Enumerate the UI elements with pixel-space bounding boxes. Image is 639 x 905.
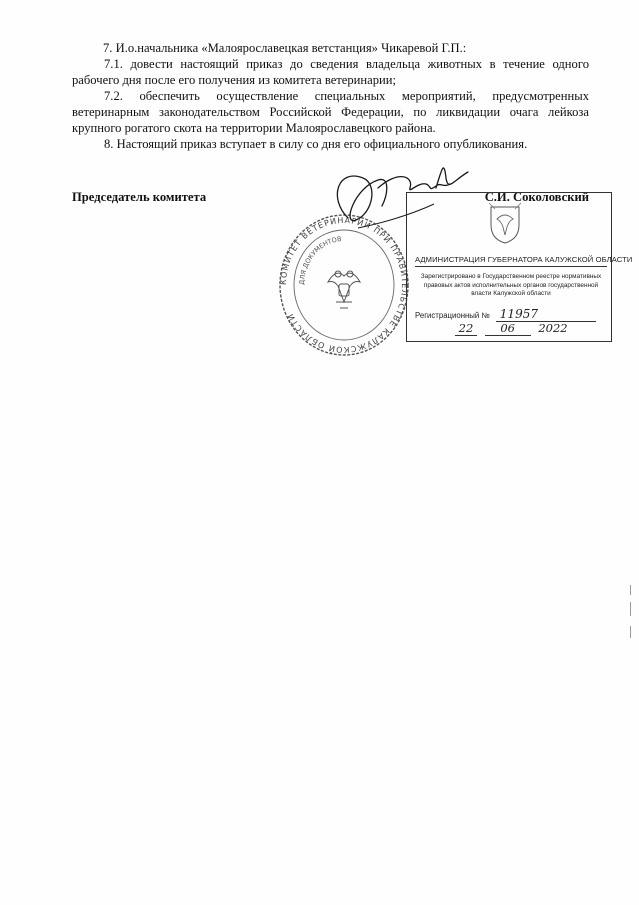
signatory-title: Председатель комитета xyxy=(72,190,207,204)
seal-inner-text: ДЛЯ ДОКУМЕНТОВ xyxy=(297,235,342,286)
registration-note: Зарегистрировано в Государственном реестре нормативных правовых актов исполнительных органов государственной власти Калужской области xyxy=(420,273,602,298)
paragraph-7-2: 7.2. обеспечить осуществление специальных мероприятий, предусмотренных ветеринарным законодательством Российской Федерации, по ликвидации очага лейкоза крупного рогатого скота на территории Малоярославецкого района. xyxy=(72,89,589,135)
coat-of-arms-icon xyxy=(485,201,525,245)
scan-artifact xyxy=(630,626,631,638)
scan-artifact xyxy=(630,602,631,616)
paragraph-8: 8. Настоящий приказ вступает в силу со дня его официального опубликования. xyxy=(104,137,528,151)
registration-date-year: 2022 xyxy=(538,321,568,335)
registration-date xyxy=(455,321,595,336)
registration-date-month: 06 xyxy=(485,321,531,336)
eagle-emblem-icon xyxy=(328,271,360,308)
order-text xyxy=(72,40,589,152)
paragraph-7: 7. И.о.начальника «Малоярославецкая ветстанция» Чикаревой Г.П.: xyxy=(103,41,467,55)
registration-number-label: Регистрационный № xyxy=(415,311,490,320)
signatory-name: С.И. Соколовский xyxy=(484,190,589,204)
registration-number-line xyxy=(415,307,607,322)
seal-outer-text: КОМИТЕТ ВЕТЕРИНАРИИ ПРИ ПРАВИТЕЛЬСТВЕ КАЛУЖСКОЙ ОБЛАСТИ xyxy=(278,215,410,355)
registration-number-value: 11957 xyxy=(496,307,596,322)
registration-authority: АДМИНИСТРАЦИЯ ГУБЕРНАТОРА КАЛУЖСКОЙ ОБЛАСТИ xyxy=(415,255,607,267)
paragraph-7-1: 7.1. довести настоящий приказ до сведения владельца животных в течение одного рабочего дня после его получения из комитета ветеринарии; xyxy=(72,57,589,87)
registration-stamp xyxy=(406,192,633,342)
scan-artifact xyxy=(630,585,631,595)
registration-date-day: 22 xyxy=(455,321,477,336)
